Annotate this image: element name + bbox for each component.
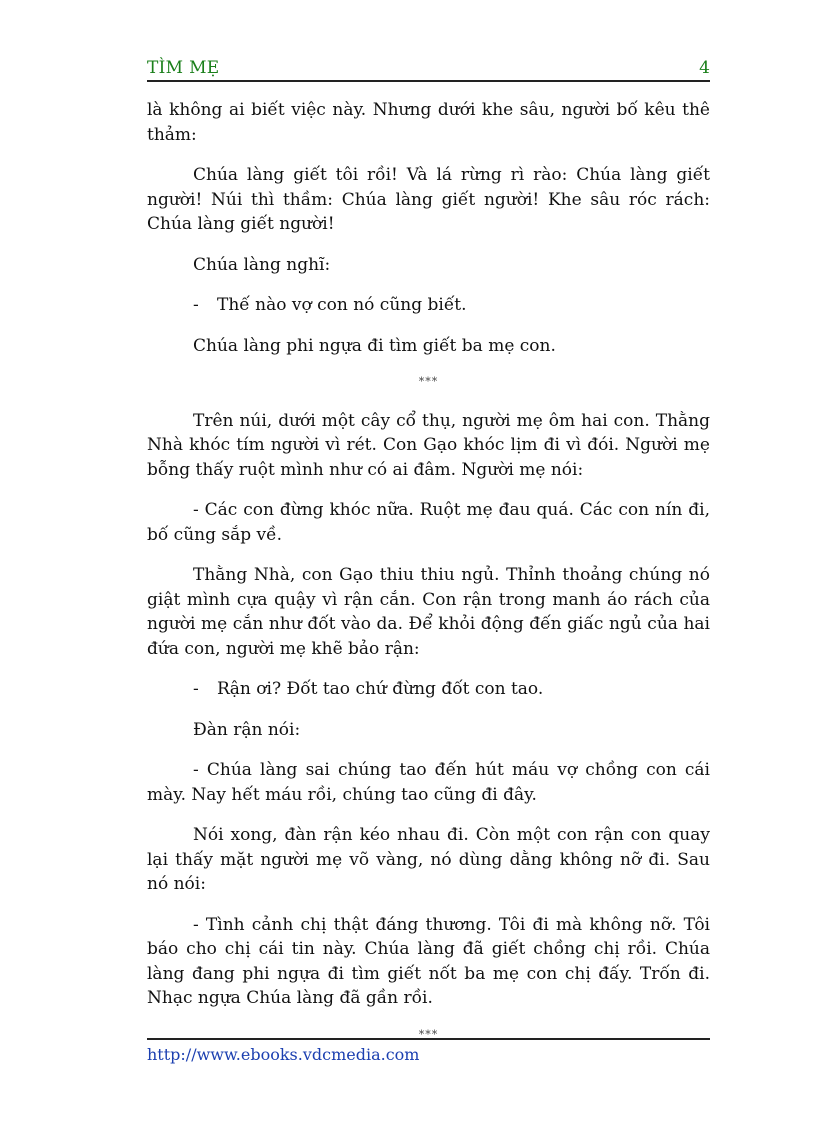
paragraph: Nói xong, đàn rận kéo nhau đi. Còn một con rận con quay lại thấy mặt người mẹ võ vàng, nó dùng dằng không nỡ đi. Sau nó nói: xyxy=(147,825,710,894)
section-separator: *** xyxy=(418,375,439,388)
paragraph: Đàn rận nói: xyxy=(193,719,301,740)
paragraph: - Tình cảnh chị thật đáng thương. Tôi đi mà không nỡ. Tôi báo cho chị cái tin này. Chúa làng đã giết chồng chị rồi. Chúa làng đang phi ngựa đi tìm giết nốt ba mẹ con chị đấy. Trốn đi. Nhạc ngựa Chúa làng đã gần rồi. xyxy=(147,914,710,1008)
dialogue-line xyxy=(147,677,710,702)
page-body xyxy=(147,98,710,1061)
dialogue-text: Thế nào vợ con nó cũng biết. xyxy=(217,295,467,315)
page-number: 4 xyxy=(699,58,710,78)
footer-rule xyxy=(147,1038,710,1040)
paragraph: Thằng Nhà, con Gạo thiu thiu ngủ. Thỉnh thoảng chúng nó giật mình cựa quậy vì rận cắn. Con rận trong manh áo rách của người mẹ cắn như đốt vào da. Để khỏi động đến giấc ngủ của hai đứa con, người mẹ khẽ bảo rận: xyxy=(147,565,710,659)
chapter-title: TÌM MẸ xyxy=(147,58,220,78)
dash-marker: - xyxy=(193,295,199,315)
dialogue-text: Rận ơi? Đốt tao chứ đừng đốt con tao. xyxy=(217,679,544,699)
paragraph: Trên núi, dưới một cây cổ thụ, người mẹ ôm hai con. Thằng Nhà khóc tím người vì rét. Con Gạo khóc lịm đi vì đói. Người mẹ bỗng thấy ruột mình như có ai đâm. Người mẹ nói: xyxy=(147,410,710,480)
paragraph: Chúa làng phi ngựa đi tìm giết ba mẹ con. xyxy=(193,335,556,356)
paragraph: là không ai biết việc này. Nhưng dưới khe sâu, người bố kêu thê thảm: xyxy=(147,100,710,145)
page-header xyxy=(147,58,710,82)
dash-marker: - xyxy=(193,679,199,699)
section-separator: *** xyxy=(418,1027,439,1041)
paragraph: - Các con đừng khóc nữa. Ruột mẹ đau quá. Các con nín đi, bố cũng sắp về. xyxy=(147,500,710,545)
paragraph: Chúa làng nghĩ: xyxy=(193,254,331,275)
dialogue-line xyxy=(147,293,710,318)
paragraph: - Chúa làng sai chúng tao đến hút máu vợ chồng con cái mày. Nay hết máu rồi, chúng tao cũng đi đây. xyxy=(147,760,710,805)
paragraph: Chúa làng giết tôi rồi! Và lá rừng rì rào: Chúa làng giết người! Núi thì thầm: Chúa làng giết người! Khe sâu róc rách: Chúa làng giết người! xyxy=(147,165,710,234)
footer-url-link[interactable]: http://www.ebooks.vdcmedia.com xyxy=(147,1045,420,1064)
